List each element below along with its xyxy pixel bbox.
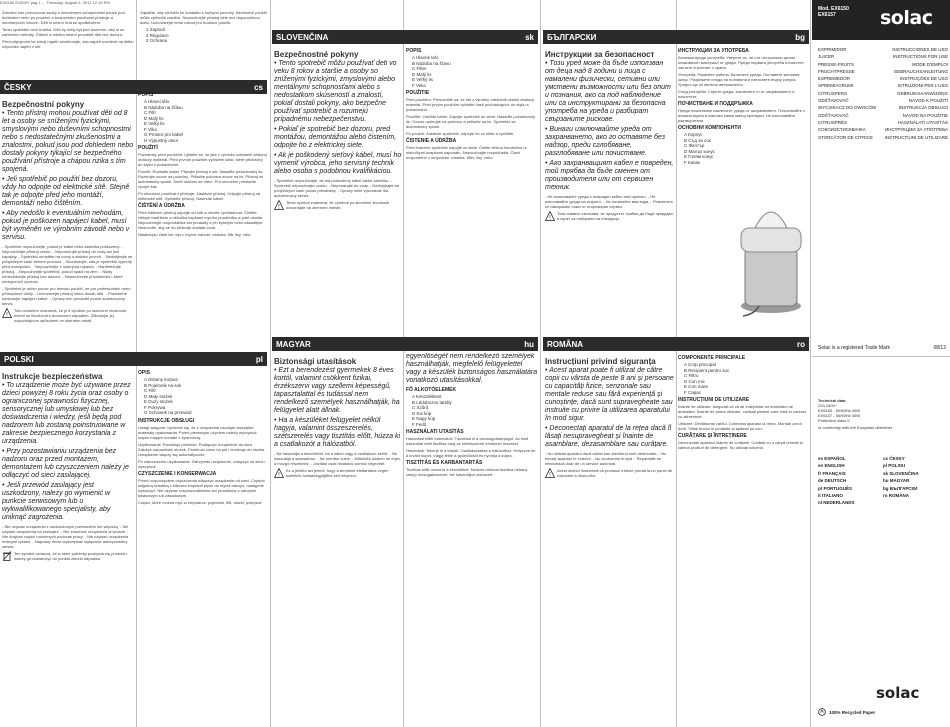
paragraph: • Ezt a berendezést gyermekek 8 éves kortól, valamint csökkent fizikai, érzékszervi vagy szellemi képességű, tapasztalattal és tudással nem rendelkező személyek használhatják, ha felügyelet alatt állnak. [274,367,400,414]
product-name: CITRUSPRÉS [818,119,848,125]
product-row [818,126,948,133]
brand-header [812,0,950,40]
paragraph: Użytkowanie: Rozwinąć przewód. Podłączyć urządzenie do sieci. Założyć odpowiedni stożek. Przekroić owoc na pół i docisnąć do stożka. Urządzenie włączy się automatycznie. [138,441,266,457]
language-entry: pt PORTUGUÊS [818,485,853,491]
language-row [818,455,948,462]
slovencina-use-title: POUŽITIE [406,90,430,96]
paragraph: Ez a jelölés azt jelenti, hogy a terméket élettartama végén szelektív hulladékgyűjtőbe kell helyezni. [286,468,389,478]
product-name: ODŠŤAVOVAČ [818,112,849,118]
warning-icon [545,211,555,221]
language-entry: pl POLSKI [883,463,906,469]
product-row [818,90,948,97]
paragraph: • Deconectați aparatul de la rețea dacă îl lăsați nesupravegheat și înainte de asamblare, dezasamblare sau curățare. [545,425,672,448]
paragraph: • Ако захранващият кабел е повреден, той трябва да бъде сменен от производителя или от сервизен техник. [545,160,674,191]
section-header-magyar [272,337,538,351]
technical-data [818,398,948,430]
magyar-use-title: HASZNÁLATI UTASÍTÁS [406,429,464,435]
paragraph: Poznámky před použitím: Ujistěte se, že jste z výrobku odstranili veškerý obalový materiál. Před prvním použitím vyčistěte části, které přicházejí do styku s potravinami. [138,152,267,167]
parts-list: A Hlavní tělo B Nádoba na šťávu C Filtr D Malý lis E Velký lis F Víko G Prostor pro kabel H Výpustný otvor [144,99,184,143]
language-entry: fr FRANÇAIS [818,470,846,476]
language-entry: de DEUTSCH [818,478,847,484]
language-entry: sk SLOVENČINA [883,470,919,476]
romana-parts-title: COMPONENTE PRINCIPALE [678,355,746,361]
language-row [818,477,948,484]
paragraph: - Spotřebič je určen pouze pro domácí použití, ne pro profesionální nebo průmyslové účely. - Uchovávejte přístroj mimo dosah dětí. - Pravidelně kontrolujte napájecí kabel. - Opravy smí provádět pouze autorizovaný servis. [2,286,131,306]
romana-safety-title: Instrucțiuni privind siguranța [545,357,656,366]
language-entry: nl NEDERLANDS [818,500,855,506]
paragraph: • Jeśli przewód zasilający jest uszkodzony, należy go wymienić w punkcie serwisowym lub u wykwalifikowanego specjalisty, aby uniknąć zagrożenia. [2,482,111,521]
paragraph: Zajistěte, aby nedošlo ke kontaktu s horkými povrchy. Nevhodné použití může způsobit zranění. Nepoužívejte přístroj déle než doporučenou dobu. Uchovávejte tento návod pro budoucí použití. [140,10,267,25]
product-row [818,134,948,141]
paragraph: Po ukončení používání přístroje: Zastavte přístroj. Odpojte přístroj od elektrické sítě. Vyčistěte přístroj. Navinute kabel. [138,191,261,201]
tech-line: EX6157 - 50/60Hz 40W [818,413,861,418]
paragraph: - Nie używać urządzenia z uszkodzonym przewodem lub wtyczką. - Nie używać urządzenia na zewnątrz. - Nie zanurzać urządzenia w wodzie. - Nie dotykać części ruchomych podczas pracy. - Nie używać urządzenia mokrymi rękami. - Naprawy może wykonywać wyłącznie autoryzowany serwis. [2,524,129,549]
tech-line: Protection class II [818,418,850,423]
product-row [818,119,948,126]
paragraph: Przed rozpoczęciem czyszczenia odłączyć urządzenie od sieci. Czyścić wilgotną szmatką z kilkoma kroplami płynu do mycia naczyń, następnie wysuszyć. Nie używać rozpuszczalników ani produktów o odczynie kwasowym lub zasadowym. [138,477,265,498]
section-header-label: MAGYAR [276,339,311,349]
section-header-label: SLOVENČINA [276,32,329,42]
manual-title: NÁVOD K POUŽITÍ [908,98,948,104]
slovencina-instructions-column [406,46,538,347]
trademark-note: Solac is a registered Trade Mark [818,345,890,351]
svg-text:!: ! [549,215,551,221]
language-entry: it ITALIANO [818,493,843,499]
cesky-parts-title: POPIS [138,92,154,98]
manual-title: GEBRUIKSAANWIJZING [896,90,948,96]
solac-logo-bottom: solac [876,684,920,702]
bulgarian-parts-title: ОСНОВНИ КОМПОНЕНТИ [678,125,741,131]
language-index [818,455,948,507]
warning-block [274,200,402,210]
warning-icon [274,200,284,210]
cesky-use-title: POUŽITÍ [138,145,158,151]
recycled-text: 100% Recycled Paper [829,709,876,715]
tech-label: Technical data [818,398,846,403]
slovencina-parts-title: POPIS [406,48,422,54]
tech-line: 220-240V~ [818,403,838,408]
paragraph: Tento spotřebič není hračka. Děti by měly být pod dozorem, aby si se zařízením nehrály. Čištění a údržbu nesmí provádět děti bez dozoru. [2,27,125,37]
product-row [818,75,948,82]
paragraph: - Spotřebič nepoužívejte, pokud je kabel nebo zástrčka poškozeny. - Nepoužívejte přístroj venku. - Neponořujte přístroj do vody ani jiné kapaliny. - Spotřebič umístěte na rovný a stabilní povrch. - Nedotýkejte se pohyblivých částí během provozu. - Zkontrolujte, zda je spotřebič vypnutý před manipulací. - Nepoužívejte s mokrýma rukama. - Nepřetěžujte přístroj. - Nepoužívejte spotřebič, pokud spadl na zem. - Nikdy nenechávejte přístroj bez dozoru. - Nepoužívejte příslušenství, které nedoporučil výrobce. [2,244,133,284]
section-header-polski [0,352,267,366]
manual-title: INSTRUKCJA OBSŁUGI [898,105,948,111]
tech-lines [818,403,948,423]
language-entry: cs ČESKY [883,456,905,461]
section-header-slovencina [272,30,538,44]
paragraph: Před čištěním přístroj odpojte od sítě a nechte vychladnout. Čistěte vlhkým hadříkem s několika kapkami mycího prostředku a poté osušte. Nepoužívejte rozpouštědla ani produkty s pH kyselým nebo zásaditým. Nedovolte, aby se do přístroje dostala voda. [138,210,264,230]
paragraph: • To urządzenie może być używane przez dzieci powyżej 8 roku życia oraz osoby o ograniczonej sprawności fizycznej, sensorycznej lub umysłowej lub bez doświadczenia i wiedzy, jeśli będą pod nadzorem lub zostaną poinstruowane w zakresie bezpiecznego korzystania z urządzenia. [2,382,131,445]
paragraph: Înainte de utilizare: Asigurați-vă că ați îndepărtat tot materialul de ambalare. Înainte de prima utilizare, curățați piesele care intră în contact cu alimentele. [678,404,806,419]
language-entry: ro ROMÂNA [883,493,909,499]
manual-title: GEBRAUCHSANLEITUNG [893,68,948,74]
bin-icon [2,551,12,561]
paragraph: • Przy pozostawianiu urządzenia bez nadzoru oraz przed montażem, demontażem lub czyszczeniem należy je odłączyć od sieci zasilającej. [2,448,129,479]
paragraph: • Този уред може да бъде използван от деца над 8 години и лица с намалени физически, сетивни или умствени възможности или без опит и познания, ако са под наблюдение или са инструктирани за безопасна употреба на уреда и разбират свързаните рискове. [545,60,671,123]
column-divider [676,0,677,727]
magyar-instructions-column [406,353,538,727]
svg-text:!: ! [278,472,280,478]
romana-use-title: INSTRUCȚIUNI DE UTILIZARE [678,397,750,403]
paragraph: Acest simbol înseamnă că produsul trebuie predat la un punct de colectare a deșeurilor. [557,468,673,478]
warning-icon [2,308,12,318]
product-name: WYCISKACZ DO OWOCÓW [818,105,877,111]
romana-instructions-column [678,353,808,727]
manual-title: INSTRUCTIONS FOR USE [892,54,948,60]
manual-title: HASZNÁLATI UTASÍTÁS [897,119,948,125]
product-row [818,104,948,111]
column-divider [403,0,404,727]
cesky-safety-column [2,96,134,347]
manual-title: ISTRUZIONI PER L'USO [897,83,948,89]
slovencina-safety-column [274,46,402,347]
section-header-code: ro [797,339,805,349]
romana-clean-title: CURĂȚARE ȘI ÎNTREȚINERE [678,433,747,439]
manual-title: NÁVOD NA POUŽITIE [902,112,948,118]
section-header-label: ČESKY [4,82,32,92]
product-name: ESPREMEDOR [818,76,851,82]
paragraph: - Не използвайте уреда с повреден кабел или щепсел. - Не използвайте уреда на открито. - Не потапяйте във вода. - Ремонтите се извършват само от оторизиран сервиз. [545,194,673,209]
model-line: Mod. EX6150 [818,6,849,12]
document-header-line [0,0,265,8]
warning-block [2,308,134,323]
paragraph: • Ha a készüléket felügyelet nélkül hagyja, valamint összeszerelés, szétszerelés vagy tisztítás előtt, húzza ki a csatlakozót a hálózatból. [274,417,401,448]
paragraph: Części, które można myć w zmywarce: pojemnik, filtr, stożki, pokrywa. [138,499,263,505]
cesky-top-continuation [140,10,268,85]
paragraph: Pred čistením spotrebič odpojte zo siete. Čistite vlhkou handričkou s niekoľkými kvapkami saponátu. Nepoužívajte rozpúšťadlá. Časti umývateľné v umývačke: nádoba, filter, lisy, veko. [406,145,527,160]
paragraph: Használat: Tekerje le a kábelt. Csatlakoztassa a hálózathoz. Helyezze fel a kívánt kúpot. Vágja félbe a gyümölcsöt és nyomja a kúpra. [406,448,536,458]
paragraph: - Spotrebič nepoužívajte, ak má poškodený kábel alebo zástrčku. - Spotrebič nepoužívajte vonku. - Neponárajte do vody. - Nedotýkajte sa pohyblivých častí počas prevádzky. - Opravy smie vykonávať iba autorizovaný servis. [274,178,399,198]
paragraph: • Tento přístroj mohou používat děti od 8 let a osoby se sníženými fyzickými, smyslovými nebo duševními schopnostmi nebo s nedostatečnými zkušenostmi a znalostmi, pokud jsou pod dohledem nebo dostaly pokyny týkající se bezpečného používání přístroje a chápou rizika s tím spojená. [2,110,134,173]
manual-title: MODE D'EMPLOI [912,61,948,67]
warning-icon [274,468,284,478]
slovencina-safety-title: Bezpečnostné pokyny [274,50,359,59]
product-name: SPREMIAGRUMI [818,83,854,89]
warning-block [274,468,402,478]
product-name: СОКОИЗСТИСКВАЧКА [818,127,866,133]
cesky-instructions-column [138,90,268,347]
paragraph: • Pokiaľ je spotrebič bez dozoru, pred montážou, demontážou alebo čistením, odpojte ho z elektrickej siete. [274,126,397,149]
language-row [818,470,948,477]
product-row [818,53,948,60]
slovencina-clean-title: ČISTENIE A ÚDRŽBA [406,138,457,144]
section-header-label: POLSKI [4,354,34,364]
section-header-code: bg [795,32,805,42]
manual-title: INSTRUÇÕES DE USO [899,76,948,82]
model-label [818,6,849,18]
paragraph: • Aby nedošlo k eventuálním nehodám, pokud je poškozen napájecí kabel, musí být vyměněn ve výrobním závodě nebo v servisu. [2,210,130,241]
paragraph: Ten symbol oznacza, że w razie potrzeby pozbycia się produktu należy go dostarczyć do punktu zbiórki odpadów. [14,551,127,561]
language-entry: hu MAGYAR [883,478,910,484]
page-code: 08/12 [933,345,946,351]
paragraph: Pred použitím: Presvedčte sa, že ste z výrobku odstránili všetok obalový materiál. Pred prvým použitím vyčistite časti prichádzajúce do styku s potravinami. [406,97,535,112]
romana-safety-column [545,353,674,727]
paragraph: Този символ означава, че продуктът трябва да бъде предаден в пункт за събиране на отпадъци. [557,211,674,221]
language-row [818,462,948,469]
section-header-code: cs [254,82,263,92]
paragraph: Употреба: Развийте кабела. Включете уреда. Поставете желания конус. Разрежете плода на половина и натиснете върху конуса. Уредът ще се включи автоматично. [678,72,800,87]
solac-logo: solac [880,7,933,29]
paragraph: Бележки преди употреба: Уверете се, че сте отстранили целия опаковъчен материал от уреда. Преди първата употреба почистете частите в контакт с храна. [678,55,804,70]
conformity-note: In conformity with the European directives [818,425,893,430]
paragraph: • Jeli spotřebič po použití bez dozoru, vždy ho odpojte od elektrické sítě. Stejně tak je odpojte před jeho montáží, demontáží nebo čištěním. [2,176,130,207]
parts-list: A Główny korpus B Pojemnik na sok C Filtr D Mały stożek E Duży stożek F Pokrywa G Schowek na przewód [144,377,192,415]
paragraph: Uwagi wstępne: Upewnić się, że z urządzenia usunięto wszystkie materiały opakowania. Przed pierwszym użyciem należy wyczyścić części mające kontakt z żywnością. [138,424,257,440]
cesky-clean-title: ČIŠTĚNÍ A ÚDRŽBA [138,203,185,209]
paragraph: egyenlőségét nem rendelkező személyek használhatják, megfelelő felügyelettel vagy a készülék biztonságos használatára vonatkozó utasításokkal. [406,353,538,384]
juicer-illustration [735,188,807,318]
manual-title: ИНСТРУКЦИИ ЗА УПОТРЕБА [885,127,948,133]
magyar-safety-column [274,353,402,727]
cover-column [812,0,950,727]
product-name: STORCĂTOR DE CITRICE [818,134,873,140]
column-divider [540,0,541,727]
paragraph: Utilizare: Desfășurați cablul. Conectați aparatul la rețea. Montați conul dorit. Tăiați fructul în jumătate și apăsați pe con. [678,421,802,431]
paragraph: Použitie: Odviňte kábel. Zapojte spotrebič do siete. Nasaďte požadovaný lis. Ovocie rozkrojte na polovicu a pritlačte na lis. Spotrebič sa automaticky spustí. [406,114,535,129]
paragraph: • Acest aparat poate fi utilizat de către copii cu vârsta de peste 8 ani și persoane cu capacități fizice, senzoriale sau mentale reduse sau fără experiență și cunoștințe, dacă sunt supravegheate sau instruite cu privire la utilizarea aparatului în mod sigur. [545,367,674,422]
paragraph: • Винаги изключвайте уреда от захранването, ако го оставяте без надзор, преди сглобяване, разглобяване или почистване. [545,126,666,157]
cesky-safety-title: Bezpečnostní pokyny [2,100,85,109]
warning-block [2,551,134,561]
product-row [818,112,948,119]
section-header-bulgarian [543,30,809,44]
paragraph: След употреба: Спрете уреда, изключете го от захранването и почистете. [678,89,795,99]
warning-block [545,211,674,221]
parts-list: A Hlavné telo B Nádoba na šťavu C Filter D Malý lis E Veľký lis F Veko [412,55,451,88]
product-name: PRESSE-FRUITS [818,61,855,67]
divider [812,356,950,357]
product-row [818,97,948,104]
warning-icon [545,468,555,478]
document-header-text: EX6150 EX6157 pag 1 ... Thursday, August 2, 2012 12:15 PM [0,0,110,5]
parts-list: 1 Zapnutí 2 Regulace 3 Ochrana [146,27,169,43]
paragraph: Před připojením ke zdroji napětí zkontrolujte, zda napětí uvedené na štítku odpovídá napětí v síti. [2,39,134,49]
polski-parts-title: OPIS [138,370,150,376]
product-row [818,46,948,53]
paragraph: Po zakończeniu użytkowania: Zatrzymać urządzenie, odłączyć od sieci i wyczyścić. [138,458,266,469]
paragraph: - Ne használja a készüléket, ha a kábel vagy a csatlakozó sérült. - Ne használja a szabadban. - Ne merítse vízbe. - Működés közben ne érjen a mozgó részekhez. - Javítást csak hivatalos szerviz végezhet. [274,451,401,466]
language-row [818,492,948,499]
paragraph: Преди почистване изключете уреда от захранването. Почиствайте с влажна кърпа и няколко капки миещ препарат. Не използвайте разтворители. [678,108,806,123]
model-line: EX6157 [818,12,836,18]
paragraph: Následující části lze mýt v myčce nádobí: nádoba, filtr, lisy, víko. [138,232,252,237]
section-header-label: ROMÂNA [547,339,583,349]
svg-text:!: ! [278,204,280,210]
svg-text:!: ! [6,312,8,318]
product-row [818,82,948,89]
parts-list: A Корпус B Съд за сок C Филтър D Малък конус E Голям конус F Капак [684,132,715,165]
section-header-code: pl [255,354,263,364]
paragraph: Tisztítás előtt húzza ki a készüléket. Nedves ruhával tisztítsa néhány csepp mosogatószerrel. Ne használjon oldószert. [406,467,528,477]
product-row [818,68,948,75]
bulgarian-safety-column [545,46,674,347]
section-header-label: БЪЛГАРСКИ [547,32,597,42]
parts-list: A Készüléktest B Lédobozos tartály C Szűrő D Kis kúp E Nagy kúp F Fedő [412,394,452,427]
paragraph: Zařízení smí provozovat osoby s omezenými schopnostmi pouze pod dohledem nebo po poučení o bezpečném používání přístroje a souvisejících rizicích. Děti si nesmí hrát se spotřebičem. [2,10,125,25]
column-divider [810,0,811,727]
paragraph: Po použití: Zastavte spotrebič, odpojte ho zo siete a vyčistite. [406,131,515,136]
recycled-note [818,708,875,716]
section-header-romana [543,337,809,351]
bulgarian-use-title: ИНСТРУКЦИИ ЗА УПОТРЕБА [678,48,749,54]
paragraph: • Ak je poškodený sieťový kábel, musí ho vymeniť výrobca, jeho servisný technik alebo osoba s podobnou kvalifikáciou. [274,152,402,175]
language-entry: bg БЪЛГАРСКИ [883,485,918,491]
manual-title: INSTRUCCIONES DE USO [892,47,948,52]
polski-clean-title: CZYSZCZENIE I KONSERWACJA [138,470,217,477]
polski-safety-title: Instrukcje bezpieczeństwa [2,372,103,381]
product-name: FRUCHTPRESSE [818,68,855,74]
product-row [818,61,948,68]
magyar-parts-title: FŐ ALKOTÓELEMEK [406,387,457,393]
product-name: ODŠŤAVOVAČ [818,98,849,104]
polski-safety-column [2,368,134,727]
product-name: CITRUSPERS [818,90,848,96]
polski-use-title: INSTRUKCJE OBSŁUGI [138,417,195,424]
manual-title: INSTRUCȚIUNI DE UTILIZARE [884,134,948,140]
magyar-clean-title: TISZTÍTÁS ÉS KARBANTARTÁS [406,460,483,466]
language-entry [883,499,948,506]
column-divider [270,0,271,727]
paragraph: Használat előtti tudnivalók: Távolítsa el a csomagolóanyagot. Az első használat előtt tisztítsa meg az élelmiszerrel érintkező részeket. [406,436,529,446]
language-entry: en ENGLISH [818,463,845,469]
language-row [818,499,948,506]
paragraph: - Nu utilizați aparatul dacă cablul sau ștecherul sunt deteriorate. - Nu folosiți aparatul în exterior. - Nu scufundați în apă. - Reparațiile se efectuează doar de un service autorizat. [545,451,667,466]
paragraph: Deconectați aparatul înainte de curățare. Curățați cu o cârpă umedă și câteva picături de detergent. Nu utilizați solvenți. [678,440,803,450]
language-entry: es ESPAÑOL [818,456,846,461]
product-name: EXPRIMIDOR [818,47,847,52]
warning-block [545,468,674,478]
svg-text:!: ! [549,472,551,478]
product-name: JUICER [818,54,835,60]
product-name-list [818,46,948,141]
section-header-code: hu [524,339,534,349]
language-row [818,485,948,492]
recycle-icon [818,708,826,716]
paragraph: • Tento spotrebič môžu používať deti vo veku 8 rokov a staršie a osoby so zníženými fyzickými, zmyslovými alebo mentálnymi schopnosťami alebo s nedostatkom skúseností a znalostí, pokiaľ dostali pokyny, ako bezpečne používať spotrebič a rozumejú prípadnému nebezpečenstvu. [274,60,397,123]
tech-line: EX6150 - 50/60Hz 40W [818,408,861,413]
section-header-code: sk [525,32,534,42]
magyar-safety-title: Biztonsági utasítások [274,357,357,366]
paragraph: Použití: Rozbalte kabel. Připojte přístroj k síti. Nasaďte požadovaný lis. Rozkrojte ovoce na polovinu. Přitlačte polovinu ovoce na lis. Přístroj se automaticky spustí. Směr otáčení se mění. Pro ukončení přestaňte vyvíjet tlak. [138,169,264,189]
polski-instructions-column [138,368,268,727]
bulgarian-clean-title: ПОЧИСТВАНЕ И ПОДДРЪЖКА [678,101,753,107]
bulgarian-safety-title: Инструкции за безопасност [545,50,655,59]
paragraph: Toto označení znamená, že je-li výrobek po skončení životnosti, nesmí se likvidovat s domovním odpadem. Zlikvidujte jej odpovídajícím způsobem ve sběrném místě. [14,308,127,323]
paragraph: Tento symbol znamená, že výrobok po skončení životnosti odovzdajte na zbernom mieste. [286,200,390,210]
parts-list: A Corp principal B Recipient pentru suc C Filtru D Con mic E Con mare F Capac [684,362,730,395]
